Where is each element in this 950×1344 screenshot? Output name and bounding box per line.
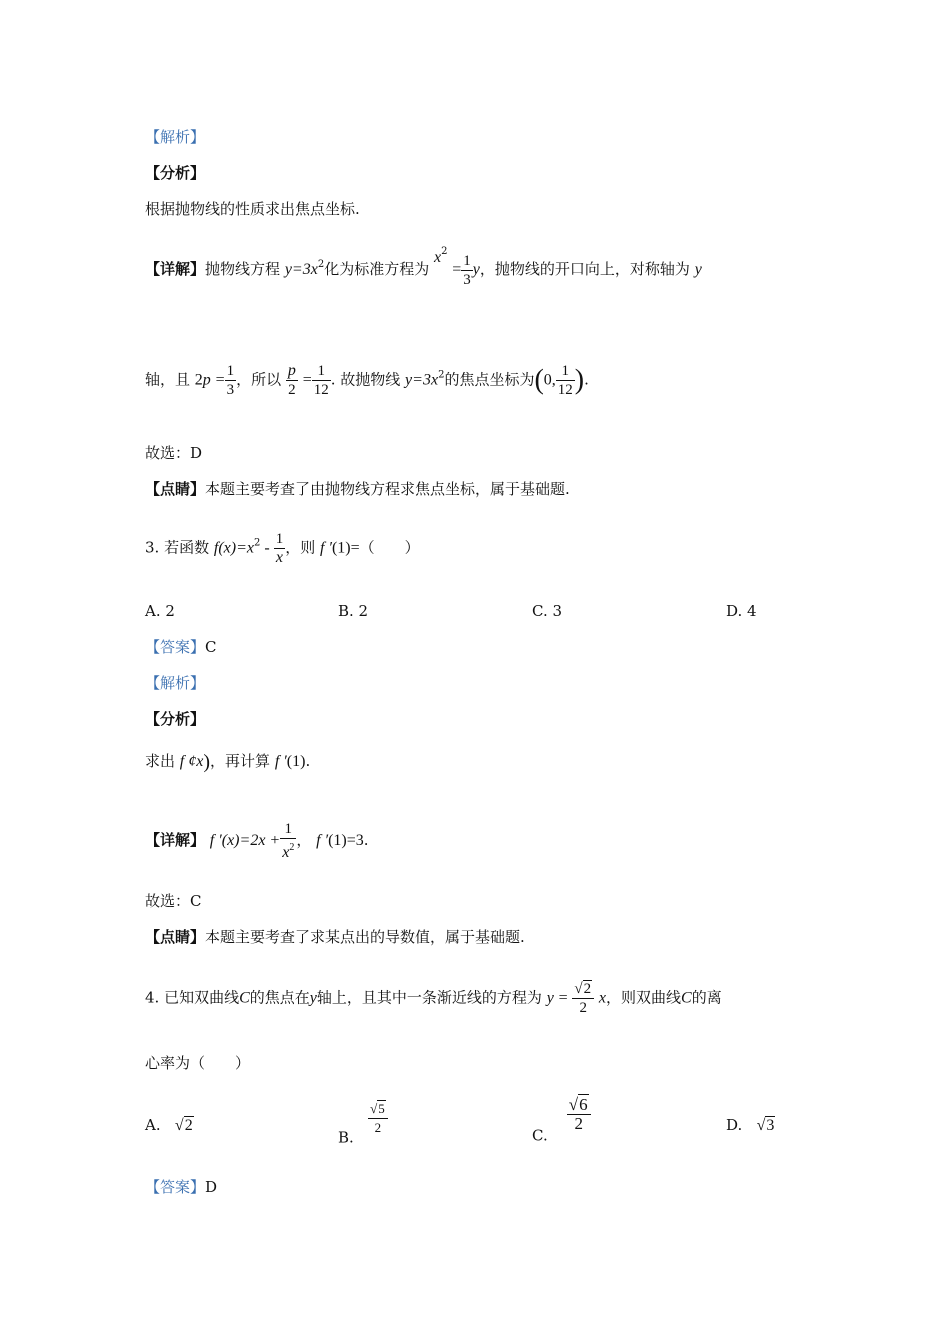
answer-value: C — [205, 638, 217, 656]
math-eq3: =3 — [346, 832, 364, 849]
math-paren-x: (x) — [218, 539, 237, 557]
math-C: C — [239, 989, 250, 1007]
text: （ ） — [359, 538, 420, 557]
fraction-one-third — [461, 252, 473, 289]
answer-tag: 【答案】 — [145, 1178, 206, 1196]
fraction-one-third — [225, 362, 237, 399]
sqrt: √3 — [756, 1117, 775, 1134]
option-label: C. — [532, 1126, 548, 1145]
numerator: 1 — [226, 363, 235, 379]
q4-option-a — [145, 1118, 194, 1134]
math-fprime: f ′ — [209, 832, 222, 849]
math-zero: 0, — [543, 371, 556, 389]
q3-option-d: D. 4 — [726, 602, 757, 620]
option-label: D. — [726, 1116, 743, 1134]
math-y: y — [405, 371, 413, 389]
math-x: x — [282, 844, 290, 861]
math-y: y — [284, 261, 292, 278]
denominator: x — [275, 549, 283, 566]
denominator — [280, 839, 296, 862]
fraction-sqrt5-over-2 — [368, 1100, 388, 1137]
text: 的焦点在 — [249, 988, 310, 1007]
option-label: B. — [338, 1128, 354, 1147]
fenxi-tag: 【分析】 — [145, 164, 206, 182]
math-p: p — [202, 371, 211, 389]
math-x: x — [598, 989, 607, 1007]
text: . — [584, 370, 589, 389]
math-sup: 2 — [317, 259, 325, 270]
denominator: 3 — [463, 271, 471, 288]
denominator: 2 — [579, 1000, 587, 1016]
math-paren-x: (x) — [221, 832, 240, 849]
text: ，所以 — [236, 370, 282, 389]
fraction-one-over-x2 — [280, 820, 296, 862]
denominator: 12 — [557, 382, 573, 398]
math-sup: 2 — [438, 369, 445, 381]
paren-right: ) — [203, 751, 211, 773]
fenxi-3-line — [145, 752, 310, 772]
text: 本题主要考查了由抛物线方程求焦点坐标，属于基础题. — [205, 480, 570, 498]
q4-option-c — [532, 1096, 591, 1144]
text: 轴上，且其中一条渐近线的方程为 — [316, 988, 542, 1007]
numerator: p — [287, 362, 296, 379]
math-fprime: f ′ — [320, 539, 332, 557]
text: ，则双曲线 — [606, 988, 682, 1007]
math-eq3x: =3x — [291, 261, 318, 278]
fraction-p-over-2 — [286, 362, 298, 399]
dianjing-line — [145, 930, 525, 945]
text: 轴，且 — [145, 370, 191, 389]
sqrt: √6 — [568, 1095, 588, 1114]
radicand: 3 — [766, 1117, 775, 1134]
math-eq: = — [215, 371, 225, 389]
fraction-sqrt6-over-2 — [567, 1096, 591, 1133]
math-fprime: f ′ — [316, 832, 329, 849]
numerator: 1 — [280, 820, 296, 839]
fraction-sqrt2-over-2 — [572, 980, 594, 1017]
radicand: 5 — [378, 1101, 385, 1116]
answer-choice-text: 故选：D — [145, 444, 203, 462]
xiangjie-tag: 【详解】 — [145, 260, 206, 278]
answer-line-4 — [145, 1180, 217, 1195]
sqrt: √5 — [370, 1101, 385, 1116]
denominator: 12 — [313, 382, 329, 398]
xiangjie-tag: 【详解】 — [145, 831, 206, 849]
numerator — [567, 1096, 591, 1115]
text: 4. 已知双曲线 — [145, 988, 240, 1007]
dianjing-line — [145, 482, 570, 497]
dianjing-tag: 【点睛】 — [145, 480, 206, 498]
denominator: 2 — [574, 1114, 583, 1133]
math-y: y — [472, 261, 480, 278]
math-fcent: f ¢ — [179, 753, 197, 770]
fraction-one-twelfth — [556, 362, 575, 399]
text: 的离 — [691, 988, 722, 1007]
question-4-line-2: 心率为（ ） — [145, 1054, 251, 1072]
xiangjie-line-2 — [145, 362, 589, 399]
text: 抛物线方程 — [205, 260, 281, 278]
math-eq: = — [452, 261, 462, 278]
numerator — [572, 980, 594, 999]
math-eq: = — [558, 989, 568, 1007]
q4-option-d — [726, 1118, 775, 1134]
math-minus: - — [260, 539, 274, 557]
question-3 — [145, 530, 420, 567]
math-one-paren: (1) — [286, 753, 306, 770]
math-x: x — [434, 249, 442, 266]
q3-option-b: B. 2 — [338, 602, 369, 620]
xiangjie-3-line — [145, 820, 369, 862]
math-x: x — [196, 753, 204, 770]
sqrt: √2 — [174, 1117, 193, 1134]
xiangjie-line-1 — [145, 247, 702, 289]
paren-left: ( — [534, 364, 544, 396]
math-one-paren: (1) — [331, 539, 351, 557]
numerator: 1 — [463, 252, 471, 269]
text: 本题主要考查了求某点出的导数值，属于基础题. — [205, 928, 525, 946]
math-y: y — [694, 261, 702, 278]
analysis-tag: 【解析】 — [145, 674, 206, 692]
math-eq: = — [302, 371, 312, 389]
denominator: 3 — [226, 382, 235, 398]
text: ， — [296, 831, 312, 849]
text: 的焦点坐标为 — [444, 370, 535, 389]
math-sup: 2 — [289, 842, 295, 853]
fenxi-text: 根据抛物线的性质求出焦点坐标. — [145, 200, 360, 218]
text: ，再计算 — [210, 752, 271, 770]
text: 化为标准方程为 — [324, 260, 430, 278]
math-eq2x: =2x + — [239, 832, 281, 849]
paren-right: ) — [574, 364, 585, 396]
math-eqx: =x — [236, 539, 254, 557]
text: . — [363, 831, 369, 849]
numerator: 1 — [275, 531, 284, 547]
analysis-tag: 【解析】 — [145, 128, 206, 146]
option-label: A. — [145, 1116, 161, 1134]
text: 求出 — [145, 752, 176, 770]
answer-value: D — [205, 1178, 218, 1196]
text: ，则 — [285, 538, 316, 557]
fraction-one-twelfth — [312, 362, 331, 399]
math-eq3x: =3x — [412, 371, 439, 389]
answer-choice-text: 故选：C — [145, 892, 202, 910]
numerator — [368, 1100, 388, 1119]
numerator: 1 — [312, 362, 331, 381]
math-sup: 2 — [441, 246, 448, 257]
denominator: 2 — [288, 382, 296, 398]
math-f: f — [213, 539, 219, 557]
math-eq: = — [350, 539, 360, 557]
fenxi-tag: 【分析】 — [145, 710, 206, 728]
text: ，抛物线的开口向上，对称轴为 — [479, 260, 690, 278]
math-fprime: f ′ — [274, 753, 287, 770]
math-one-paren: (1) — [328, 832, 347, 849]
radicand: 2 — [184, 1117, 193, 1134]
math-2: 2 — [194, 371, 203, 389]
sqrt: √2 — [574, 981, 592, 997]
radicand: 6 — [579, 1095, 588, 1114]
q3-option-a: A. 2 — [145, 602, 175, 620]
numerator: 1 — [556, 362, 575, 381]
q4-option-b — [338, 1100, 388, 1146]
math-sup: 2 — [254, 537, 261, 549]
math-C: C — [681, 989, 692, 1007]
radicand: 2 — [583, 981, 592, 997]
answer-line-3 — [145, 640, 217, 655]
answer-tag: 【答案】 — [145, 638, 206, 656]
denominator: 2 — [374, 1120, 382, 1135]
text: 3. 若函数 — [145, 538, 210, 557]
math-y: y — [546, 989, 554, 1007]
math-y: y — [309, 989, 317, 1007]
dianjing-tag: 【点睛】 — [145, 928, 206, 946]
text: . — [305, 752, 311, 770]
question-4-line-1 — [145, 980, 722, 1017]
q3-option-c: C. 3 — [532, 602, 563, 620]
fraction-one-over-x — [274, 530, 286, 567]
text: . 故抛物线 — [330, 370, 401, 389]
